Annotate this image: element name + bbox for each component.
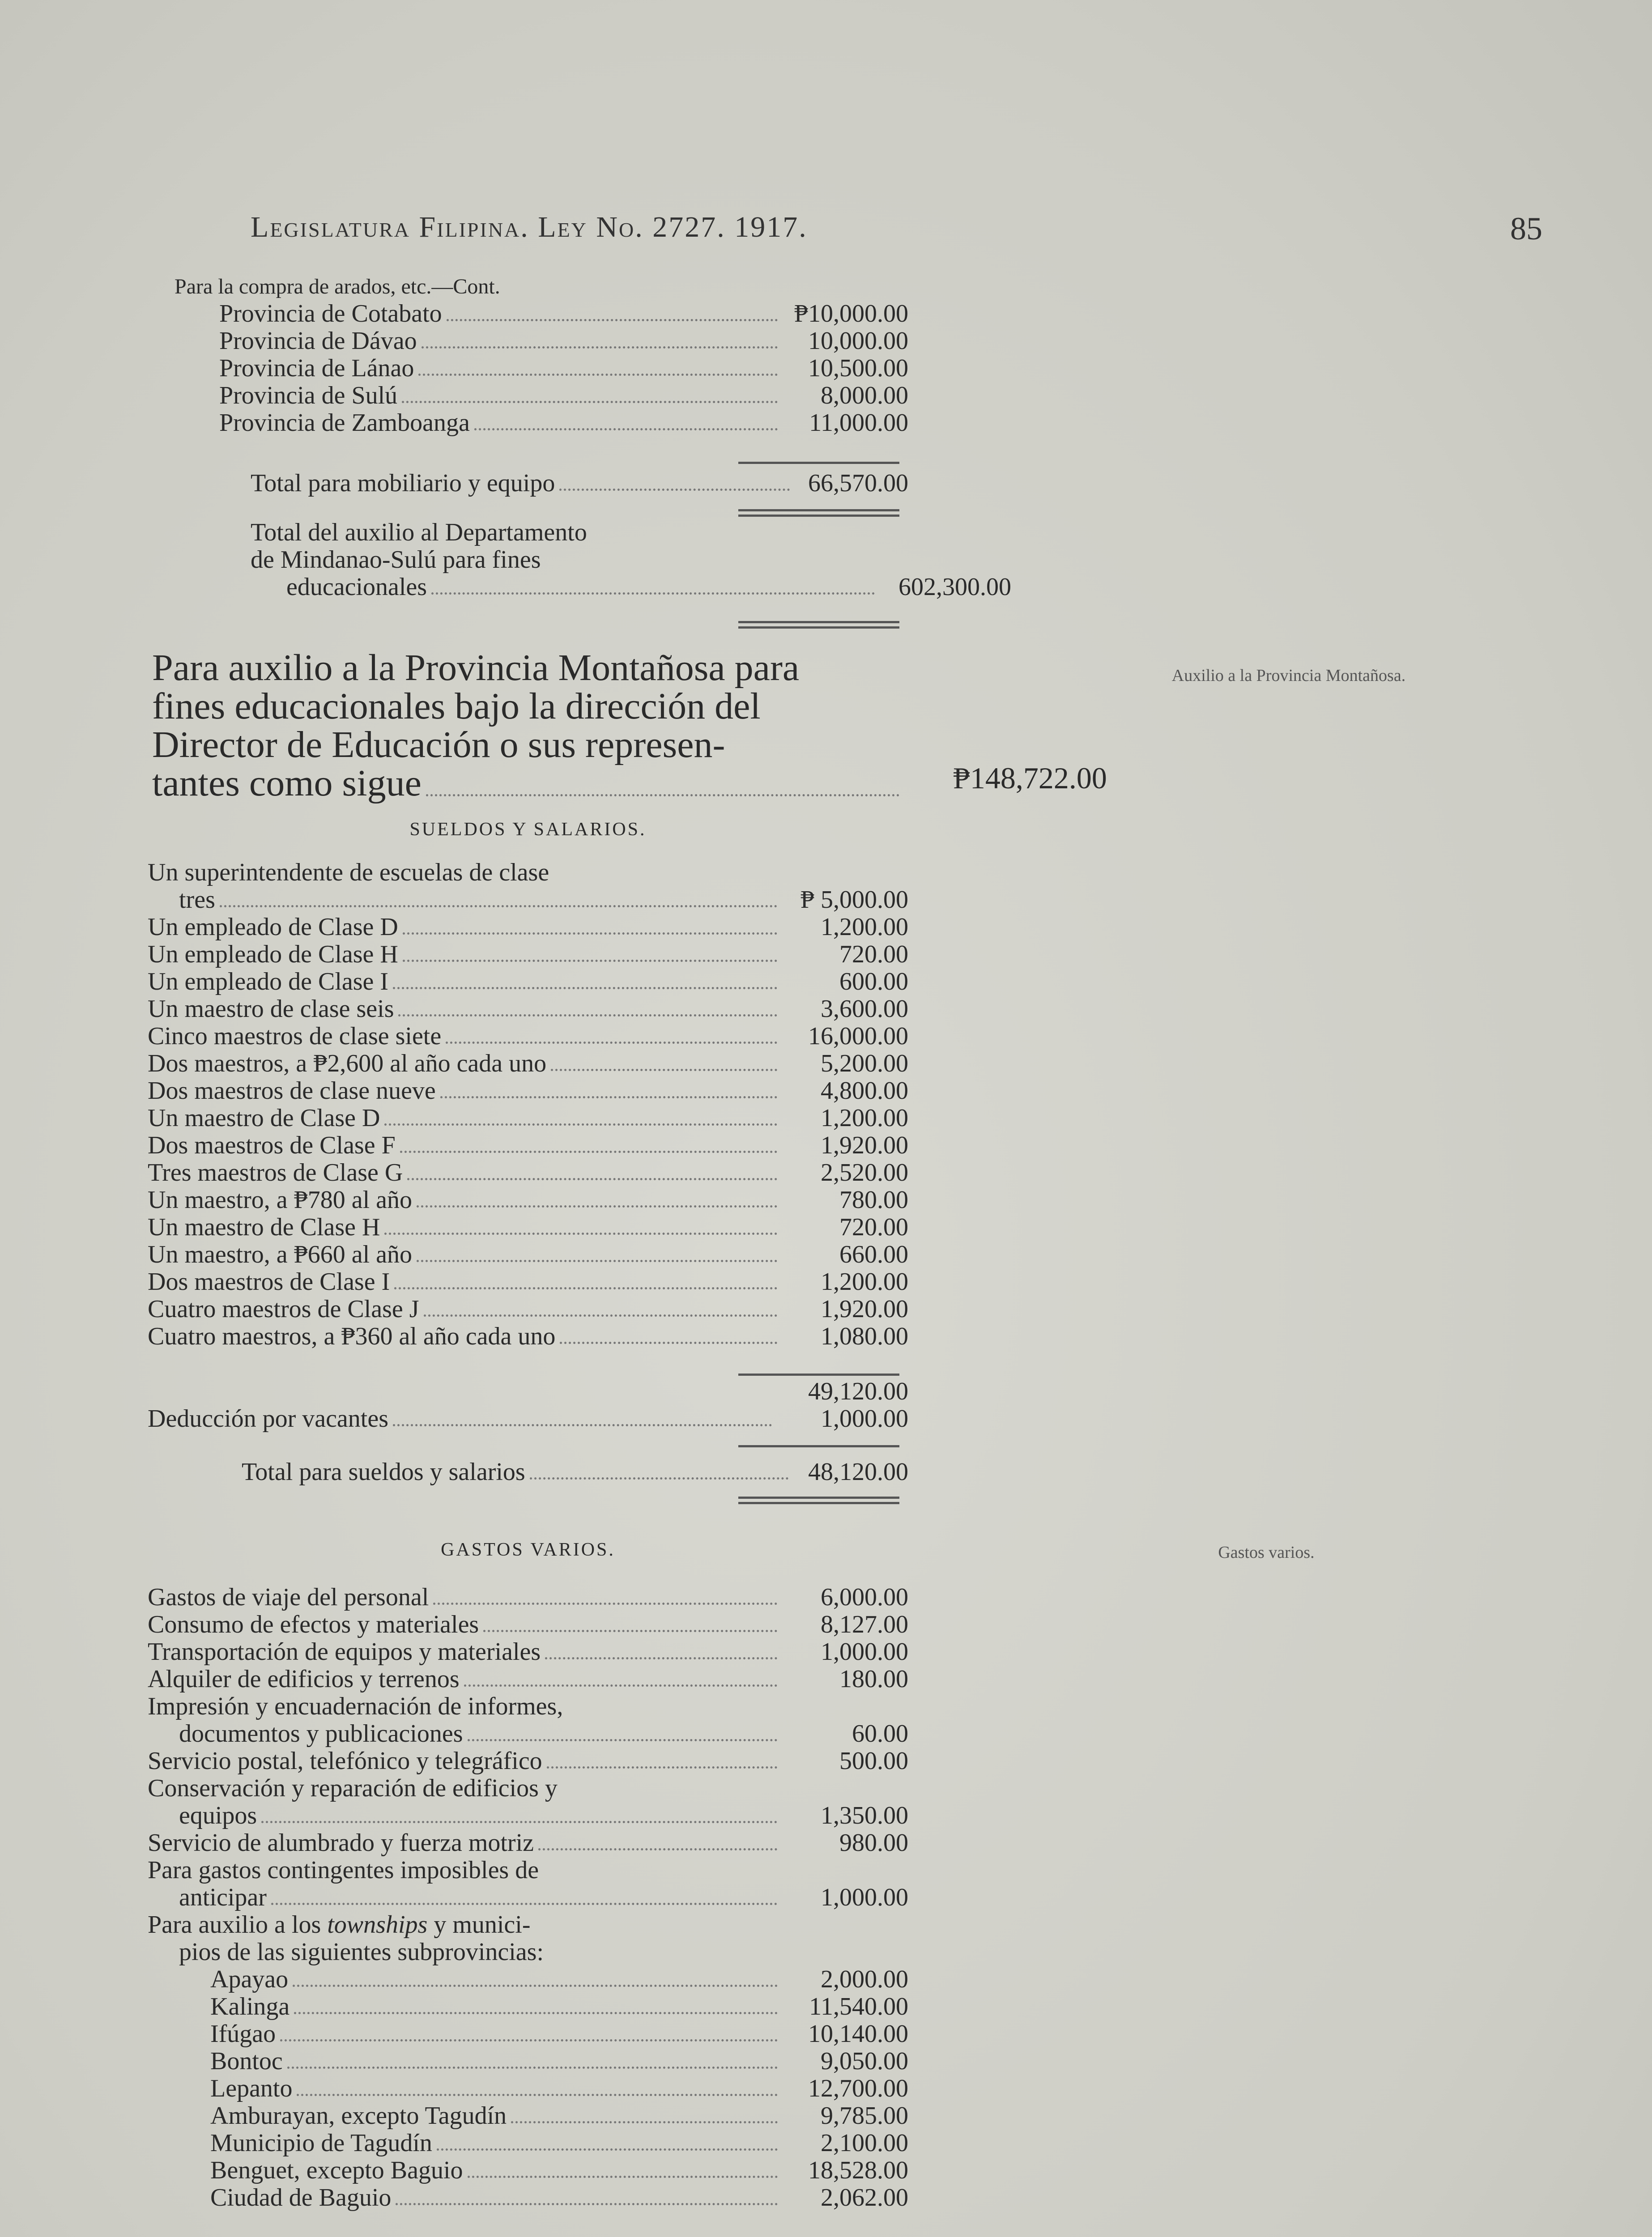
province-row-label: Provincia de Lánao [219, 354, 414, 382]
double-rule [738, 1502, 899, 1504]
subprovince-row-label: Apayao [210, 1965, 289, 1993]
salary-row-amount: 720.00 [839, 940, 908, 968]
salary-row-label: Dos maestros de Clase F [148, 1131, 396, 1159]
sueldos-subtotal-block: 49,120.00 Deducción por vacantes 1,000.00 [148, 1378, 908, 1433]
subprovince-row-amount: 12,700.00 [808, 2075, 908, 2102]
salary-row [148, 968, 908, 995]
province-row [148, 327, 908, 355]
salary-row [148, 1323, 908, 1350]
subprovince-row [148, 2048, 908, 2075]
expense-row-amount: 180.00 [839, 1665, 908, 1693]
margin-note-auxilio: Auxilio a la Provincia Montañosa. [1171, 666, 1406, 685]
expense-row [148, 1611, 908, 1638]
province-row [148, 300, 908, 327]
salary-row-amount: 4,800.00 [821, 1077, 908, 1105]
salary-row-label: Un maestro de clase seis [148, 995, 394, 1023]
salary-row [148, 1241, 908, 1268]
subprovince-row-amount: 2,000.00 [821, 1965, 908, 1993]
expense-row-label: Gastos de viaje del personal [148, 1583, 429, 1611]
salary-row [148, 1268, 908, 1296]
subprovince-row [148, 1993, 908, 2020]
page-number: 85 [1510, 211, 1542, 247]
salary-row-label: Un empleado de Clase D [148, 913, 398, 941]
province-row [148, 409, 908, 437]
salary-row [148, 1050, 908, 1077]
province-row-amount: ₱10,000.00 [794, 300, 908, 327]
salary-row-amount: 3,600.00 [821, 995, 908, 1023]
subprovince-row [148, 2102, 908, 2130]
margin-note-gastos: Gastos varios. [1218, 1543, 1315, 1562]
sueldos-rows [148, 914, 908, 1350]
salary-row [148, 1023, 908, 1050]
province-row-label: Provincia de Cotabato [219, 300, 442, 327]
subprovince-row-label: Amburayan, excepto Tagudín [210, 2102, 507, 2130]
subprovince-row-amount: 18,528.00 [808, 2156, 908, 2184]
salary-row-label: Cinco maestros de clase siete [148, 1022, 442, 1050]
salary-row [148, 995, 908, 1023]
main-appropriation: Para auxilio a la Provincia Montañosa para fines educacionales bajo la dirección del Director de Educación o sus represen- tantes como sigue [152, 649, 913, 803]
total-mobiliario-row: Total para mobiliario y equipo 66,570.00 [251, 469, 908, 497]
subprovince-row-label: Benguet, excepto Baguio [210, 2156, 463, 2184]
continuation-rows [148, 300, 908, 437]
continuation-intro: Para la compra de arados, etc.—Cont. [175, 275, 500, 298]
salary-row-amount: 2,520.00 [821, 1159, 908, 1187]
salary-row [148, 1214, 908, 1241]
province-row-amount: 10,000.00 [808, 327, 908, 355]
subprovince-row-amount: 2,062.00 [821, 2184, 908, 2211]
double-rule [738, 1497, 899, 1499]
salary-row-amount: 1,920.00 [821, 1131, 908, 1159]
province-row-amount: 11,000.00 [809, 409, 908, 437]
subprovince-row-amount: 2,100.00 [821, 2129, 908, 2157]
salary-row [148, 941, 908, 968]
province-row [148, 382, 908, 409]
expense-row [148, 1638, 908, 1666]
salary-row-amount: 1,920.00 [821, 1295, 908, 1323]
salary-row [148, 1105, 908, 1132]
salary-row-label: Cuatro maestros, a ₱360 al año cada uno [148, 1323, 556, 1350]
salary-row-amount: 1,080.00 [821, 1323, 908, 1350]
salary-row [148, 1187, 908, 1214]
double-rule [738, 626, 899, 629]
salary-row-label: Un maestro de Clase D [148, 1104, 380, 1132]
province-row-amount: 10,500.00 [808, 354, 908, 382]
subprovince-row-label: Lepanto [210, 2075, 293, 2102]
subprovince-row [148, 1966, 908, 1993]
salary-row-amount: 720.00 [839, 1213, 908, 1241]
salary-row-label: Un maestro de Clase H [148, 1213, 380, 1241]
continuation-block [148, 273, 908, 437]
subprovince-row-label: Ifúgao [210, 2020, 276, 2048]
total-auxilio-block: Total del auxilio al Departamento de Mindanao-Sulú para fines educacionales 602,300.00 [251, 519, 1011, 601]
subprovince-row-label: Municipio de Tagudín [210, 2129, 432, 2157]
province-row-label: Provincia de Zamboanga [219, 409, 470, 437]
subprovince-row-label: Ciudad de Baguio [210, 2184, 392, 2211]
subprovince-rows [148, 1966, 908, 2211]
salary-row-amount: 600.00 [839, 968, 908, 995]
sueldos-total-row: Total para sueldos y salarios 48,120.00 [242, 1458, 908, 1486]
sueldos-block: Un superintendente de escuelas de clase tres ₱ 5,000.00 Un empleado de Clase D 1,200.00 Un empleado de Clase H 720.00 Un empleado de Clase I 600.00 Un maestro de clase seis 3,600.00 Cinco maestros de clase siete 16,000.00 Dos maestros, a ₱2,600 al año cada uno 5,200.00 Dos maestros de clase nueve 4,800.00 Un maestro de Clase D 1,200.00 Dos maestros de Clase F 1,920.00 Tres maestros de Clase G 2,520.00 Un maestro, a ₱780 al año 780.00 Un maestro de Clase H 720.00 Un maestro, a ₱660 al año 660.00 Dos maestros de Clase I 1,200.00 Cuatro maestros de Clase J 1,920.00 Cuatro maestros, a ₱360 al año cada uno 1,080.00 [148, 859, 908, 1350]
province-row-amount: 8,000.00 [821, 382, 908, 409]
double-rule [738, 621, 899, 623]
townships-line: Para auxilio a los townships y munici- [148, 1911, 531, 1939]
running-title: Legislatura Filipina. Ley No. 2727. 1917. [251, 211, 808, 243]
double-rule [738, 509, 899, 511]
expense-row-amount: 1,000.00 [821, 1638, 908, 1666]
salary-row-amount: 1,200.00 [821, 913, 908, 941]
subprovince-row [148, 2184, 908, 2211]
province-row-label: Provincia de Sulú [219, 382, 398, 409]
province-row-label: Provincia de Dávao [219, 327, 417, 355]
expense-row [148, 1584, 908, 1611]
salary-row-label: Un maestro, a ₱780 al año [148, 1186, 412, 1214]
salary-row [148, 1296, 908, 1323]
salary-row-label: Tres maestros de Clase G [148, 1159, 403, 1187]
salary-row [148, 914, 908, 941]
subprovince-row-amount: 9,785.00 [821, 2102, 908, 2130]
sueldos-heading: SUELDOS Y SALARIOS. [409, 819, 647, 840]
subprovince-row-label: Bontoc [210, 2047, 283, 2075]
salary-row-amount: 16,000.00 [808, 1022, 908, 1050]
subprovince-row-label: Kalinga [210, 1993, 290, 2020]
salary-row [148, 1132, 908, 1159]
salary-row-amount: 5,200.00 [821, 1050, 908, 1077]
subprovince-row [148, 2130, 908, 2157]
expense-row-label: Alquiler de edificios y terrenos [148, 1665, 460, 1693]
salary-row-label: Dos maestros de clase nueve [148, 1077, 436, 1105]
salary-row-amount: 780.00 [839, 1186, 908, 1214]
subprovince-row [148, 2020, 908, 2048]
expense-row-label: Transportación de equipos y materiales [148, 1638, 541, 1666]
salary-row [148, 1159, 908, 1187]
gastos-block: Gastos de viaje del personal 6,000.00 Consumo de efectos y materiales 8,127.00 Transportación de equipos y materiales 1,000.00 Alquiler de edificios y terrenos 180.00 Impresión y encuadernación de informes, documentos y publicaciones 60.00 Servicio postal, telefónico y telegráfico 500.00 Conservación y reparación de edificios y equipos 1,350.00 Servicio de alumbrado y fuerza motriz 980.00 Para gastos contingentes imposibles de anticipar 1,000.00 Para auxilio a los townships y munici- pios de las siguientes subprovincias: Apayao 2,000.00 Kalinga 11,540.00 Ifúgao 10,140.00 Bontoc 9,050.00 Lepanto 12,700.00 Amburayan, excepto Tagudín 9,785.00 Municipio de Tagudín 2,100.00 Benguet, excepto Baguio 18,528.00 Ciudad de Baguio 2,062.00 [148, 1583, 908, 2211]
expense-row-amount: 8,127.00 [821, 1611, 908, 1638]
main-amount: ₱148,722.00 [953, 761, 1107, 795]
subprovince-row [148, 2157, 908, 2184]
salary-row-label: Dos maestros, a ₱2,600 al año cada uno [148, 1050, 547, 1077]
salary-row-label: Un maestro, a ₱660 al año [148, 1241, 412, 1268]
salary-row-amount: 1,200.00 [821, 1268, 908, 1296]
rule [738, 1445, 899, 1447]
salary-row [148, 1077, 908, 1105]
subprovince-row-amount: 10,140.00 [808, 2020, 908, 2048]
expense-row-label: Consumo de efectos y materiales [148, 1611, 479, 1638]
subprovince-row-amount: 11,540.00 [809, 1993, 908, 2020]
double-rule [738, 515, 899, 517]
gastos-heading: GASTOS VARIOS. [441, 1540, 615, 1560]
province-row [148, 355, 908, 382]
subprovince-row-amount: 9,050.00 [821, 2047, 908, 2075]
expense-row [148, 1666, 908, 1693]
rule [738, 462, 899, 464]
expense-row-amount: 6,000.00 [821, 1583, 908, 1611]
salary-row-label: Un empleado de Clase I [148, 968, 389, 995]
subprovince-row [148, 2075, 908, 2102]
salary-row-label: Un empleado de Clase H [148, 940, 398, 968]
salary-row-amount: 660.00 [839, 1241, 908, 1268]
salary-row-label: Cuatro maestros de Clase J [148, 1295, 419, 1323]
rule [738, 1374, 899, 1376]
salary-row-label: Dos maestros de Clase I [148, 1268, 390, 1296]
gastos-rows [148, 1584, 908, 1693]
salary-row-amount: 1,200.00 [821, 1104, 908, 1132]
